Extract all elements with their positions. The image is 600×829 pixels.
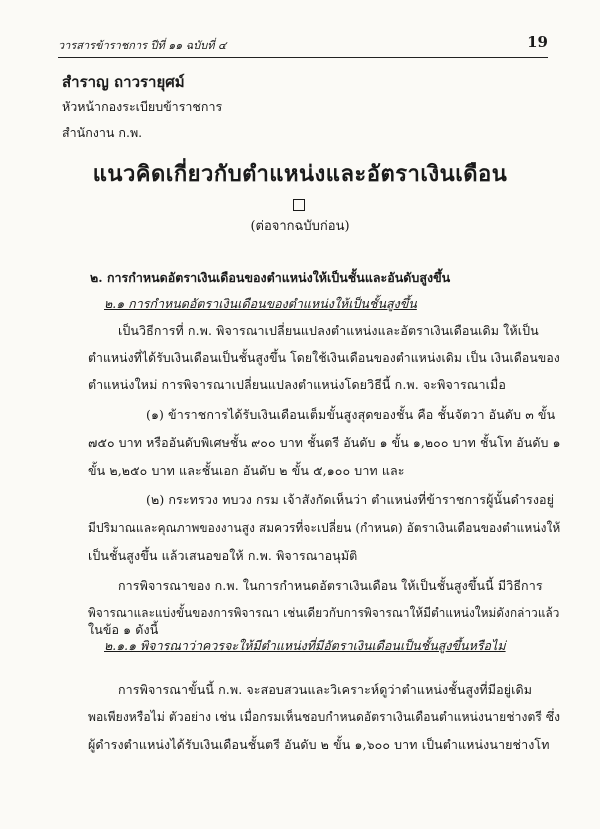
body-line: เป็นชั้นสูงขึ้น แล้วเสนอขอให้ ก.พ. พิจารณาอนุมัติ bbox=[88, 548, 358, 563]
continued-note: (ต่อจากฉบับก่อน) bbox=[250, 219, 350, 234]
body-line: ขั้น ๒,๒๕๐ บาท และชั้นเอก อันดับ ๒ ขั้น ๕,๑๐๐ บาท และ bbox=[88, 463, 405, 478]
body-line: ในข้อ ๑ ดังนี้ bbox=[88, 622, 159, 637]
body-line: มีปริมาณและคุณภาพของงานสูง สมควรที่จะเปลี่ยน (กำหนด) อัตราเงินเดือนของตำแหน่งให้ bbox=[88, 520, 561, 535]
body-line: การพิจารณาขั้นนี้ ก.พ. จะสอบสวนและวิเคราะห์ดูว่าตำแหน่งชั้นสูงที่มีอยู่เดิม bbox=[118, 682, 533, 697]
body-line: (๒) กระทรวง ทบวง กรม เจ้าสังกัดเห็นว่า ตำแหน่งที่ข้าราชการผู้นั้นดำรงอยู่ bbox=[146, 492, 555, 507]
running-header bbox=[58, 33, 548, 56]
body-line: เป็นวิธีการที่ ก.พ. พิจารณาเปลี่ยนแปลงตำแหน่งและอัตราเงินเดือนเดิม ให้เป็น bbox=[118, 323, 539, 338]
author-position: หัวหน้ากองระเบียบข้าราชการ bbox=[62, 99, 223, 114]
author-name: สำราญ ถาวรายุศม์ bbox=[62, 73, 185, 91]
body-line: พอเพียงหรือไม่ ตัวอย่าง เช่น เมื่อกรมเห็นชอบกำหนดอัตราเงินเดือนตำแหน่งนายช่างตรี ซึ่ง bbox=[88, 709, 561, 724]
body-line: (๑) ข้าราชการได้รับเงินเดือนเต็มขั้นสูงสุดของชั้น คือ ชั้นจัตวา อันดับ ๓ ขั้น bbox=[146, 407, 556, 422]
header-rule bbox=[58, 57, 548, 58]
article-title: แนวคิดเกี่ยวกับตำแหน่งและอัตราเงินเดือน bbox=[92, 161, 508, 187]
body-line: ๗๕๐ บาท หรืออันดับพิเศษชั้น ๙๐๐ บาท ชั้นตรี อันดับ ๑ ขั้น ๑,๒๐๐ บาท ชั้นโท อันดับ ๑ bbox=[88, 435, 561, 450]
subsubsection-heading: ๒.๑.๑ พิจารณาว่าควรจะให้มีตำแหน่งที่มีอัตราเงินเดือนเป็นชั้นสูงขึ้นหรือไม่ bbox=[104, 638, 506, 653]
body-line: พิจารณาและแบ่งขั้นของการพิจารณา เช่นเดียวกับการพิจารณาให้มีตำแหน่งใหม่ดังกล่าวแล้ว bbox=[88, 605, 560, 620]
journal-name: วารสารข้าราชการ ปีที่ ๑๑ ฉบับที่ ๔ bbox=[58, 39, 227, 52]
body-line: ตำแหน่งที่ได้รับเงินเดือนเป็นชั้นสูงขึ้น โดยใช้เงินเดือนของตำแหน่งเดิม เป็น เงินเดือนของ bbox=[88, 350, 560, 365]
section-heading: ๒. การกำหนดอัตราเงินเดือนของตำแหน่งให้เป็นชั้นและอันดับสูงขึ้น bbox=[90, 270, 451, 285]
body-line: ผู้ดำรงตำแหน่งได้รับเงินเดือนชั้นตรี อันดับ ๒ ขั้น ๑,๖๐๐ บาท เป็นตำแหน่งนายช่างโท bbox=[88, 737, 550, 752]
body-line: การพิจารณาของ ก.พ. ในการกำหนดอัตราเงินเดือน ให้เป็นชั้นสูงขึ้นนี้ มีวิธีการ bbox=[118, 578, 543, 593]
author-office: สำนักงาน ก.พ. bbox=[62, 125, 143, 140]
square-ornament-icon bbox=[293, 199, 305, 211]
body-line: ตำแหน่งใหม่ การพิจารณาเปลี่ยนแปลงตำแหน่งโดยวิธีนี้ ก.พ. จะพิจารณาเมื่อ bbox=[88, 377, 506, 392]
page-number: 19 bbox=[527, 33, 548, 51]
subsection-heading: ๒.๑ การกำหนดอัตราเงินเดือนของตำแหน่งให้เป็นชั้นสูงขึ้น bbox=[104, 296, 417, 311]
